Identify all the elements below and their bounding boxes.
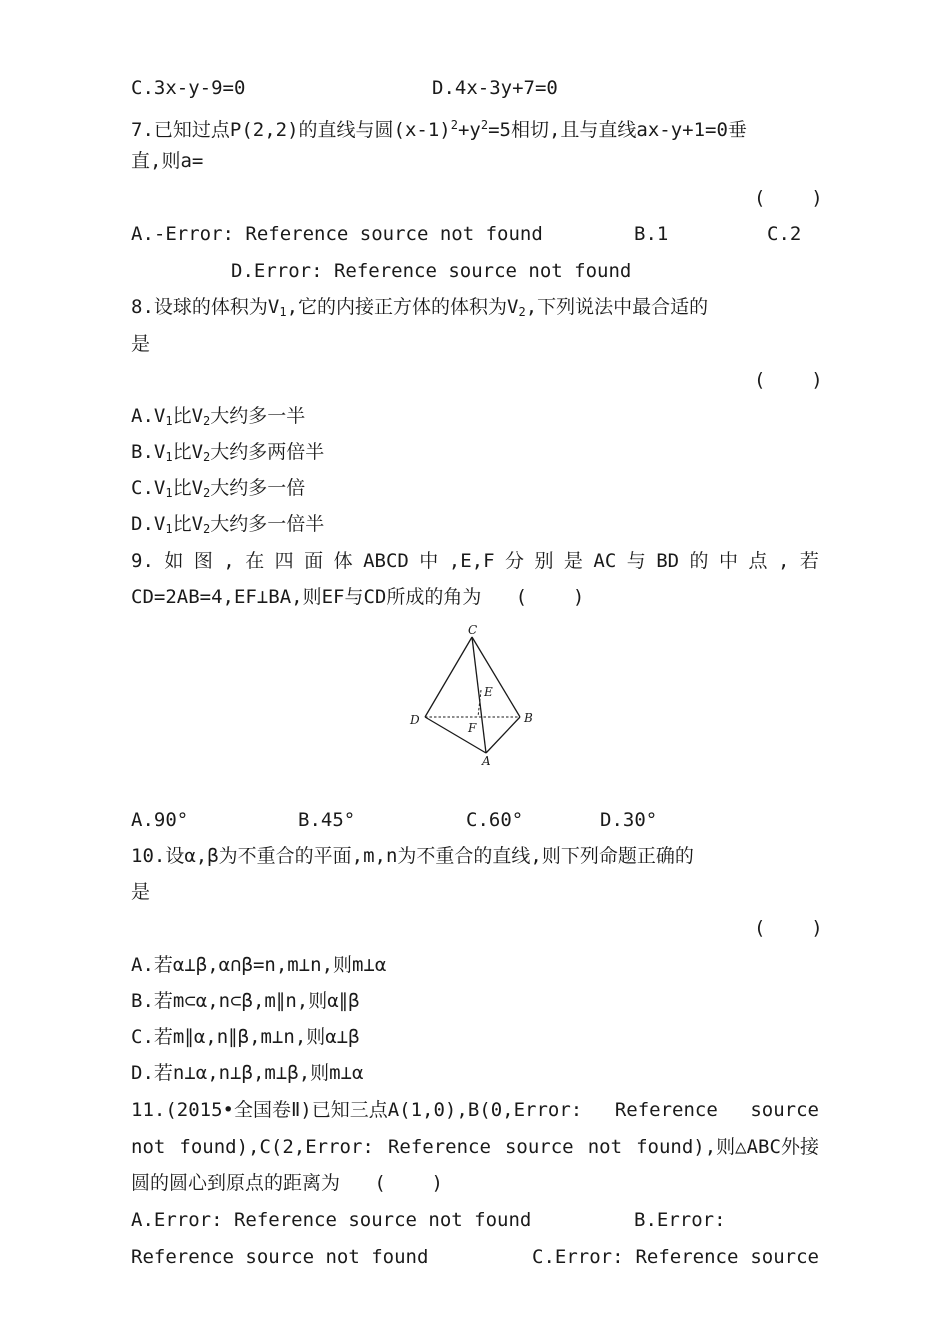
q9-stem-line1: 9. 如 图 , 在 四 面 体 ABCD 中 ,E,F 分 别 是 AC 与 BD 的 中 点 , 若: [131, 550, 819, 572]
q10-stem-line2: 是: [131, 881, 151, 903]
q7-option-a: A.-Error: Reference source not found: [131, 223, 543, 245]
q11-stem-line3: 圆的圆心到原点的距离为 ( ): [131, 1172, 443, 1194]
q10-option-c: C.若m∥α,n∥β,m⊥n,则α⊥β: [131, 1026, 360, 1048]
q8-answer-blank: ( ): [754, 369, 823, 391]
q7-option-c: C.2: [767, 223, 802, 245]
q7-stem-line2: 直,则a=: [131, 150, 204, 172]
label-f: F: [468, 721, 477, 735]
edge-da: [425, 717, 486, 753]
q11-option-c: C.Error: Reference source: [532, 1246, 819, 1268]
edge-cd: [425, 637, 472, 717]
q9-option-b: B.45°: [298, 809, 356, 831]
label-d: D: [410, 713, 420, 727]
edge-ba: [486, 717, 520, 753]
q8-option-a: $A.V_1$比$V_2$大约多一半: [131, 405, 306, 428]
tetrahedron-figure: [400, 620, 550, 770]
q8-stem-line2: 是: [131, 333, 151, 355]
q7-option-d: D.Error: Reference source not found: [231, 260, 632, 282]
q9-option-d: D.30°: [600, 809, 658, 831]
q6-option-c: C.3x-y-9=0: [131, 77, 246, 99]
q9-option-a: A.90°: [131, 809, 189, 831]
q7-answer-blank: ( ): [754, 187, 823, 209]
q10-answer-blank: ( ): [754, 917, 823, 939]
q10-option-a: A.若α⊥β,α∩β=n,m⊥n,则m⊥α: [131, 954, 387, 976]
q11-option-a: A.Error: Reference source not found: [131, 1209, 532, 1231]
q9-option-c: C.60°: [466, 809, 524, 831]
q11-option-b-continued: Reference source not found: [131, 1246, 429, 1268]
q8-option-c: $C.V_1$比$V_2$大约多一倍: [131, 477, 306, 500]
q9-stem-line2: CD=2AB=4,EF⊥BA,则EF与CD所成的角为 ( ): [131, 586, 585, 608]
label-e: E: [484, 685, 493, 699]
label-b: B: [524, 711, 533, 725]
q11-stem-line2: not found),C(2,Error: Reference source not found),则△ABC外接: [131, 1136, 819, 1158]
label-a: A: [482, 754, 491, 768]
q7-option-b: B.1: [634, 223, 669, 245]
q7-stem-line1: 7.已知过点P(2,2)的直线与圆$(x-1)^2+y^2=5$相切,且与直线ax-y+1=0垂: [131, 118, 747, 141]
q8-stem-line1: 8.设球的体积为$V_1$,它的内接正方体的体积为$V_2$,下列说法中最合适的: [131, 296, 709, 319]
q11-stem-line1: 11.(2015•全国卷Ⅱ)已知三点A(1,0),B(0,Error: Reference source: [131, 1099, 819, 1121]
q10-option-d: D.若n⊥α,n⊥β,m⊥β,则m⊥α: [131, 1062, 364, 1084]
q8-option-d: $D.V_1$比$V_2$大约多一倍半: [131, 513, 325, 536]
q11-option-b: B.Error:: [634, 1209, 726, 1231]
q8-option-b: $B.V_1$比$V_2$大约多两倍半: [131, 441, 325, 464]
label-c: C: [468, 623, 478, 637]
q6-option-d: D.4x-3y+7=0: [432, 77, 558, 99]
q10-option-b: B.若m⊂α,n⊂β,m∥n,则α∥β: [131, 990, 360, 1012]
q10-stem-line1: 10.设α,β为不重合的平面,m,n为不重合的直线,则下列命题正确的: [131, 845, 694, 867]
